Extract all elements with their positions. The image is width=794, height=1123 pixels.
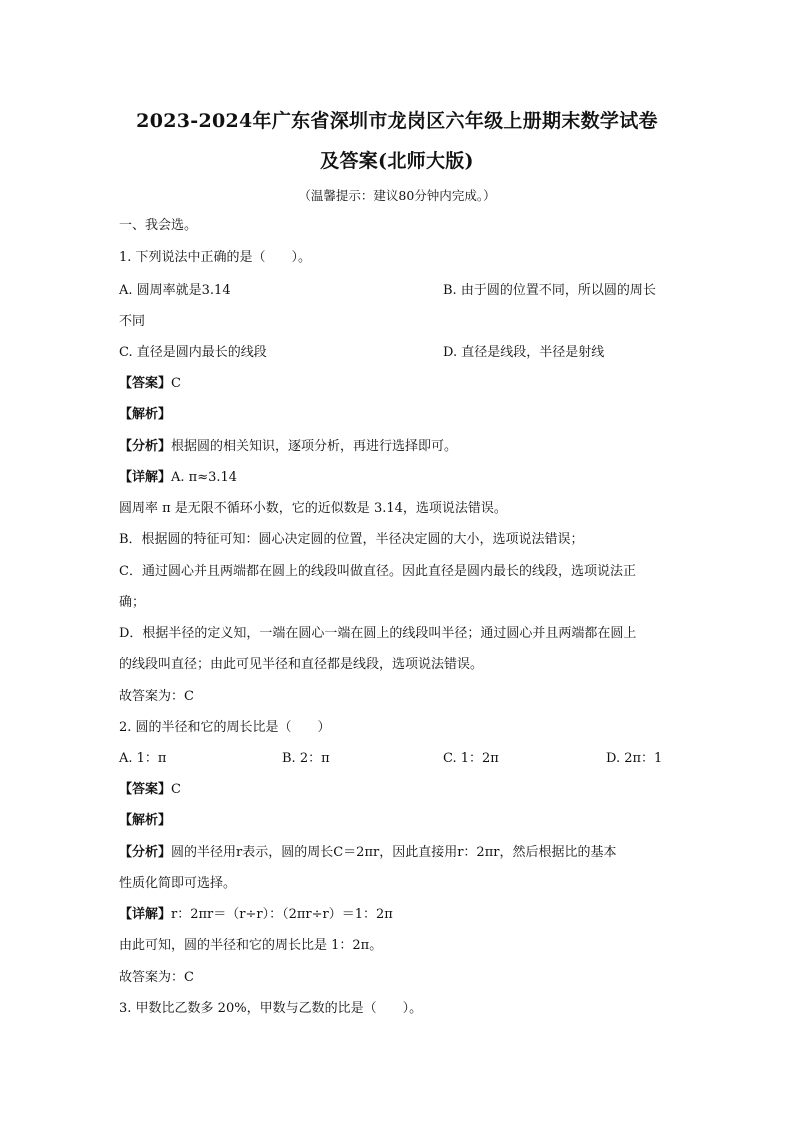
q2-option-d: D. 2π：1 — [606, 751, 663, 766]
q1-option-a: A. 圆周率就是3.14 — [119, 283, 231, 298]
fenxi-text: 根据圆的相关知识，逐项分析，再进行选择即可。 — [171, 439, 458, 454]
fenxi-label: 【分析】 — [119, 845, 172, 860]
q1-detail-line: 确； — [119, 595, 146, 610]
q2-answer — [119, 781, 181, 799]
fenxi-text: 圆的半径用r表示，圆的周长C＝2πr，因此直接用r：2πr，然后根据比的基本 — [171, 845, 617, 860]
answer-label: 【答案】 — [119, 782, 172, 797]
q1-stem: 1. 下列说法中正确的是（ ）。 — [119, 250, 312, 265]
q2-analysis-label: 【解析】 — [119, 813, 172, 828]
q1-detail-line: 的线段叫直径；由此可见半径和直径都是线段，选项说法错误。 — [119, 657, 484, 672]
fenxi-label: 【分析】 — [119, 439, 172, 454]
page-title-line2: 及答案(北师大版) — [320, 150, 474, 172]
q2-fenxi-cont: 性质化简即可选择。 — [119, 876, 237, 891]
q2-option-b: B. 2：π — [282, 751, 330, 766]
q1-answer — [119, 375, 181, 393]
xiangjie-label: 【详解】 — [119, 470, 172, 485]
q2-stem: 2. 圆的半径和它的周长比是（ ） — [119, 720, 331, 735]
q1-analysis-label: 【解析】 — [119, 407, 172, 422]
q1-fenxi — [119, 438, 457, 456]
q1-detail-line: D．根据半径的定义知，一端在圆心一端在圆上的线段叫半径；通过圆心并且两端都在圆上 — [119, 626, 637, 641]
q1-option-b: B. 由于圆的位置不同，所以圆的周长 — [443, 283, 656, 298]
q2-xiangjie — [119, 906, 393, 924]
page-title-line1: 2023-2024年广东省深圳市龙岗区六年级上册期末数学试卷 — [136, 110, 658, 132]
xiangjie-label: 【详解】 — [119, 907, 172, 922]
time-hint: （温馨提示：建议80分钟内完成。） — [298, 188, 496, 203]
q1-detail-line: 圆周率 π 是无限不循环小数，它的近似数是 3.14，选项说法错误。 — [119, 501, 507, 516]
q1-final-answer: 故答案为：C — [119, 689, 194, 704]
answer-value: C — [171, 376, 181, 391]
q1-xiangjie — [119, 469, 237, 487]
q2-conclusion: 由此可知，圆的半径和它的周长比是 1：2π。 — [119, 938, 383, 953]
q3-stem: 3. 甲数比乙数多 20%，甲数与乙数的比是（ ）。 — [119, 1001, 423, 1016]
section-heading: 一、我会选。 — [119, 218, 198, 233]
q2-final-answer: 故答案为：C — [119, 970, 194, 985]
answer-label: 【答案】 — [119, 376, 172, 391]
q2-option-c: C. 1：2π — [443, 751, 499, 766]
q1-option-c: C. 直径是圆内最长的线段 — [119, 345, 267, 360]
answer-value: C — [171, 782, 181, 797]
q1-option-b-cont: 不同 — [119, 314, 146, 329]
q2-option-a: A. 1：π — [119, 751, 167, 766]
xiangjie-text: A. π≈3.14 — [171, 470, 238, 485]
q1-detail-line: C．通过圆心并且两端都在圆上的线段叫做直径。因此直径是圆内最长的线段，选项说法正 — [119, 564, 636, 579]
q2-fenxi — [119, 844, 616, 862]
q1-option-d: D. 直径是线段，半径是射线 — [443, 345, 605, 360]
q1-detail-line: B．根据圆的特征可知：圆心决定圆的位置，半径决定圆的大小，选项说法错误； — [119, 532, 584, 547]
xiangjie-text: r：2πr＝（r÷r）：（2πr÷r）＝1：2π — [171, 907, 393, 922]
